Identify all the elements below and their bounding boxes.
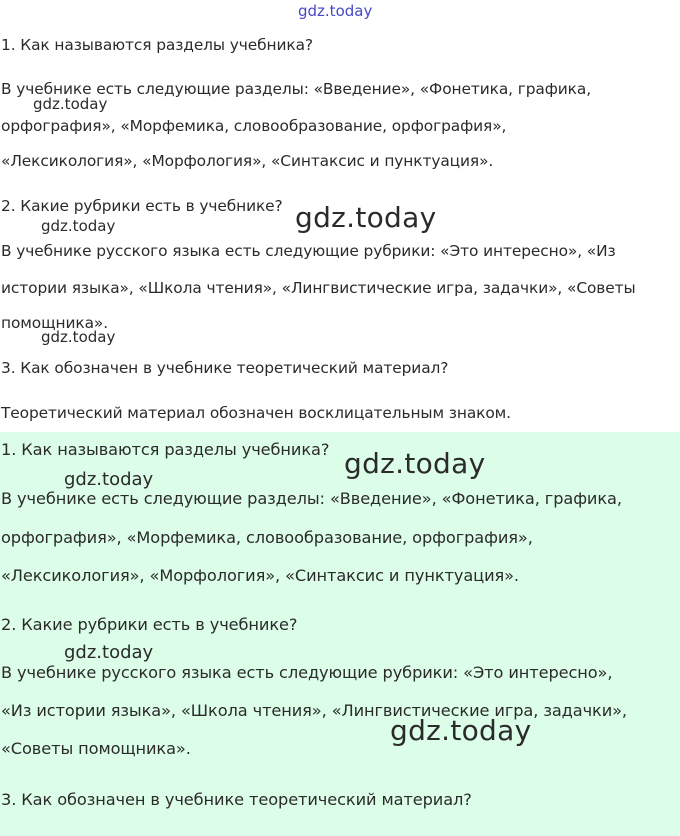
watermark: gdz.today — [344, 447, 486, 480]
answer-2-line-1: В учебнике русского языка есть следующие рубрики: «Это интересно», «Из — [1, 242, 616, 260]
answer-2-line-2: истории языка», «Школа чтения», «Лингвистические игра, задачки», «Советы — [1, 279, 636, 297]
watermark: gdz.today — [295, 201, 437, 234]
watermark: gdz.today — [41, 217, 116, 235]
watermark: gdz.today — [64, 642, 154, 663]
answer-1-line-3: «Лексикология», «Морфология», «Синтаксис и пунктуация». — [1, 566, 519, 585]
answer-1-line-1: В учебнике есть следующие разделы: «Введение», «Фонетика, графика, — [1, 489, 622, 508]
answer-2-line-1: В учебнике русского языка есть следующие рубрики: «Это интересно», — [1, 663, 613, 682]
answer-2-line-2: «Из истории языка», «Школа чтения», «Лингвистические игра, задачки», — [1, 701, 627, 720]
watermark: gdz.today — [390, 714, 532, 747]
question-2: 2. Какие рубрики есть в учебнике? — [1, 615, 298, 634]
watermark: gdz.today — [64, 469, 154, 490]
question-3: 3. Как обозначен в учебнике теоретический материал? — [1, 790, 472, 809]
watermark: gdz.today — [41, 328, 116, 346]
question-1: 1. Как называются разделы учебника? — [1, 440, 330, 459]
section-b — [0, 432, 680, 836]
question-2: 2. Какие рубрики есть в учебнике? — [1, 197, 283, 215]
answer-1-line-3: «Лексикология», «Морфология», «Синтаксис и пунктуация». — [1, 152, 494, 170]
answer-1-line-2: орфография», «Морфемика, словообразование, орфография», — [1, 528, 533, 547]
answer-2-line-3: помощника». — [1, 314, 109, 332]
answer-2-line-3: «Советы помощника». — [1, 739, 191, 758]
answer-3: Теоретический материал обозначен восклицательным знаком. — [1, 404, 511, 422]
watermark: gdz.today — [33, 95, 108, 113]
answer-1-line-1: В учебнике есть следующие разделы: «Введение», «Фонетика, графика, — [1, 80, 592, 98]
question-1: 1. Как называются разделы учебника? — [1, 36, 313, 54]
watermark: gdz.today — [298, 2, 373, 20]
question-3: 3. Как обозначен в учебнике теоретический материал? — [1, 359, 449, 377]
answer-1-line-2: орфография», «Морфемика, словообразование, орфография», — [1, 117, 507, 135]
